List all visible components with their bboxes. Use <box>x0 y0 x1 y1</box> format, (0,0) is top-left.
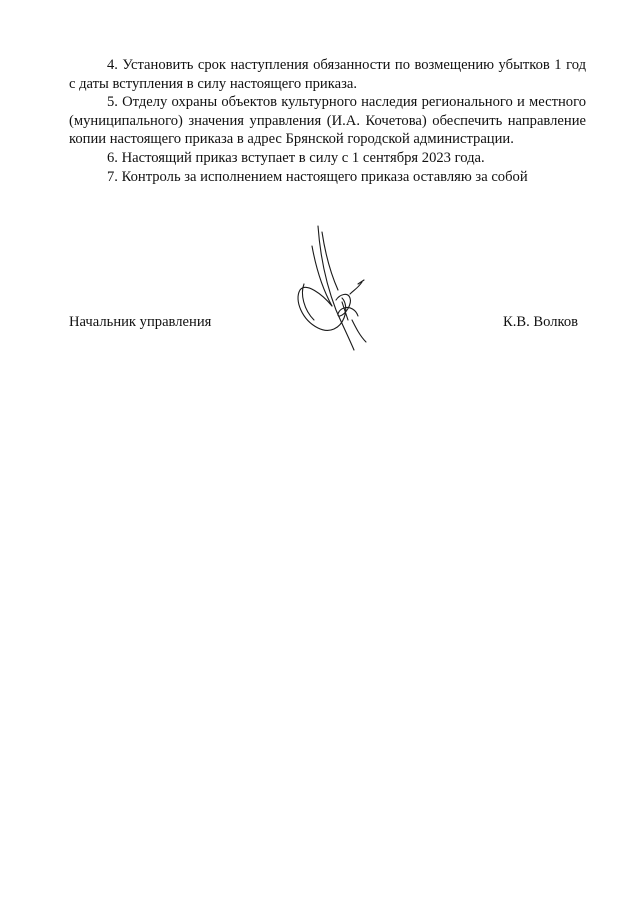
handwritten-signature <box>292 224 372 356</box>
signatory-title: Начальник управления <box>69 314 212 330</box>
paragraph-item-5: 5. Отделу охраны объектов культурного наследия регионального и местного (муниципального) значения управления (И.А. Кочетова) обеспечить направление копии настоящего приказа в адрес Брянской городской администрации. <box>69 94 586 148</box>
paragraph-item-6: 6. Настоящий приказ вступает в силу с 1 сентября 2023 года. <box>107 149 485 166</box>
paragraph-item-7: 7. Контроль за исполнением настоящего приказа оставляю за собой <box>107 168 528 185</box>
signatory-name: К.В. Волков <box>503 314 579 330</box>
paragraph-item-4: 4. Установить срок наступления обязанности по возмещению убытков 1 год с даты вступления в силу настоящего приказа. <box>69 57 586 92</box>
order-body <box>69 56 586 186</box>
